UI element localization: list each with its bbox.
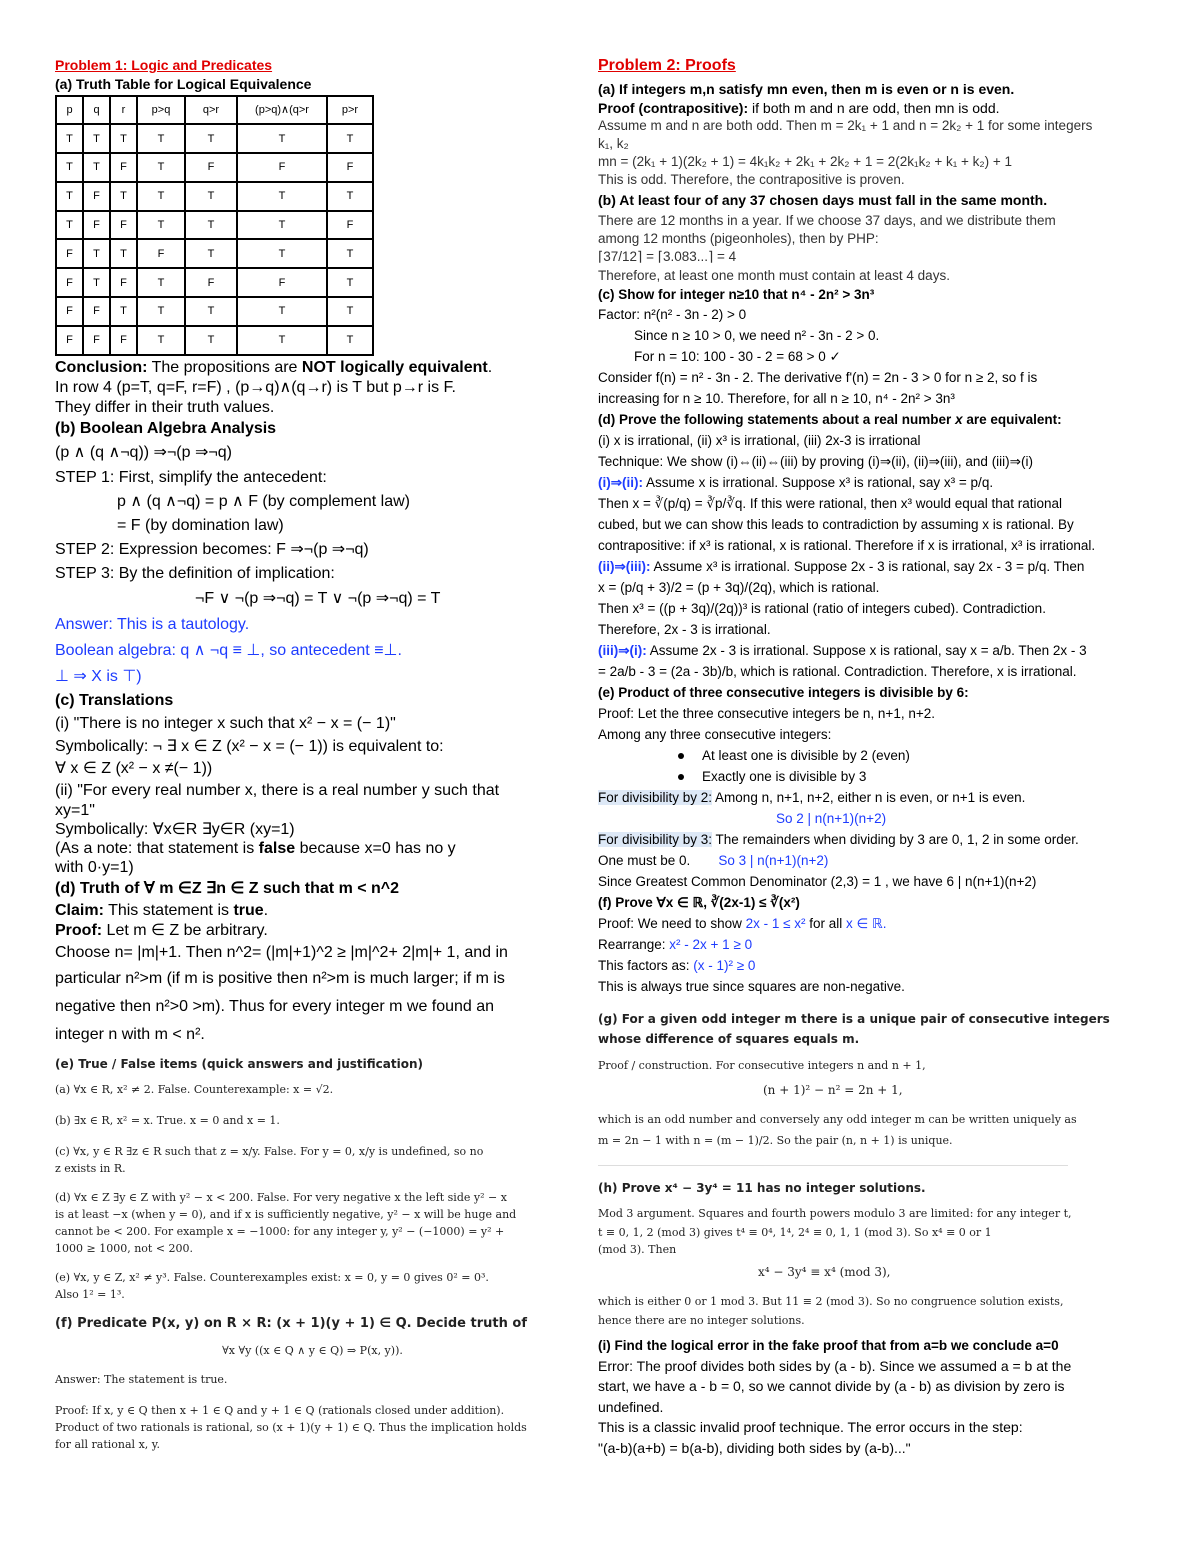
true-false-image-block xyxy=(55,1053,570,1453)
e-d4: 1000 ≥ 1000, not < 200. xyxy=(55,1241,194,1255)
r-d-iii-label: (iii)⇒(i): xyxy=(598,642,647,658)
r-d-title-b: are equivalent: xyxy=(962,411,1062,427)
r-d-l4: Then x = ∛(p/q) = ∛p/∛q. If this were rational, then x³ would equal that rational xyxy=(598,495,1063,511)
r-e-div2-result: So 2 | n(n+1)(n+2) xyxy=(776,810,887,826)
truth-table-cell: F xyxy=(83,326,110,355)
r-d-l5: cubed, but we can show this leads to contradiction by assuming x is rational. By xyxy=(598,516,1074,532)
r-e-l1: Proof: Let the three consecutive integers be n, n+1, n+2. xyxy=(598,705,935,721)
r-i-l1: Error: The proof divides both sides by (a - b). Since we assumed a = b at the xyxy=(598,1357,1072,1374)
truth-table-cell: T xyxy=(237,211,327,240)
truth-table-cell: T xyxy=(185,239,237,268)
translations-title: (c) Translations xyxy=(55,691,174,709)
truth-table-row xyxy=(56,182,373,211)
r-f-l4: This is always true since squares are non-negative. xyxy=(598,978,905,994)
truth-table-cell: T xyxy=(83,124,110,153)
truth-table-cell: T xyxy=(185,182,237,211)
g-l3: m = 2n − 1 with n = (m − 1)/2. So the pair (n, n + 1) is unique. xyxy=(598,1133,953,1147)
truth-table-cell: F xyxy=(327,153,373,182)
truth-table-cell: T xyxy=(185,297,237,326)
r-d-ii-label: (ii)⇒(iii): xyxy=(598,558,651,574)
truth-table-cell: T xyxy=(185,124,237,153)
truth-table-cell: T xyxy=(56,182,83,211)
proof-line xyxy=(55,921,570,941)
truth-table-row xyxy=(56,211,373,240)
symbolically-2: ∀ x ∈ Z (x² − x ≠(− 1)) xyxy=(55,759,213,777)
note-false: false xyxy=(258,839,296,857)
truth-table-cell: F xyxy=(110,211,137,240)
e-a: (a) ∀x ∈ R, x² ≠ 2. False. Counterexample: x = √2. xyxy=(55,1082,334,1096)
truth-table-cell: T xyxy=(56,211,83,240)
proof-text: Let m ∈ Z be arbitrary. xyxy=(102,921,268,939)
r-f-title: (f) Prove ∀x ∈ ℝ, ∛(2x-1) ≤ ∛(x²) xyxy=(598,894,800,910)
truth-table-cell: T xyxy=(137,124,185,153)
right-column xyxy=(598,55,1183,1458)
truth-table-row xyxy=(56,153,373,182)
truth-table-cell: T xyxy=(110,297,137,326)
truth-d-title: (d) Truth of ∀ m ∈Z ∃n ∈ Z such that m < n^2 xyxy=(55,879,400,897)
truth-table-cell: T xyxy=(110,239,137,268)
r-d-l8: x = (p/q + 3)/2 = (p + 3q)/(2q), which is rational. xyxy=(598,579,880,595)
r-a-l4: This is odd. Therefore, the contrapositive is proven. xyxy=(598,171,905,187)
r-d-i-text: Assume x is irrational. Suppose x³ is rational, say x³ = p/q. xyxy=(643,474,994,490)
r-b-l1: There are 12 months in a year. If we choose 37 days, and we distribute them xyxy=(598,212,1056,228)
truth-table-cell: T xyxy=(327,124,373,153)
truth-table-cell: T xyxy=(237,124,327,153)
r-b-title: (b) At least four of any 37 chosen days must fall in the same month. xyxy=(598,191,1048,208)
r-f-l1-a: Proof: We need to show xyxy=(598,915,746,931)
f-proof2: Product of two rationals is rational, so (x + 1)(y + 1) ∈ Q. Thus the implication holds xyxy=(55,1420,527,1434)
truth-table-cell: F xyxy=(185,268,237,297)
r-d-l2: Technique: We show (i)⇔(ii)⇔(iii) by proving (i)⇒(ii), (ii)⇒(iii), and (iii)⇒(i) xyxy=(598,453,1033,469)
truth-table-cell: T xyxy=(327,182,373,211)
r-f-l1-c: for all xyxy=(805,915,847,931)
r-a-proof xyxy=(598,100,1183,117)
r-e-div3-text: The remainders when dividing by 3 are 0, 1, 2 in some order. xyxy=(712,831,1079,847)
r-c-l4: Consider f(n) = n² - 3n - 2. The derivative f'(n) = 2n - 3 > 0 for n ≥ 2, so f is xyxy=(598,369,1038,385)
f-formula: ∀x ∀y ((x ∈ Q ∧ y ∈ Q) ⇒ P(x, y)). xyxy=(222,1343,403,1357)
r-c-l3: For n = 10: 100 - 30 - 2 = 68 > 0 ✓ xyxy=(634,348,841,364)
step1a: p ∧ (q ∧¬q) = p ∧ F (by complement law) xyxy=(117,492,411,510)
truth-table-cell: F xyxy=(83,182,110,211)
truth-table-cell: T xyxy=(237,297,327,326)
truth-table-cell: F xyxy=(137,239,185,268)
truth-table-title: (a) Truth Table for Logical Equivalence xyxy=(55,75,312,92)
translation-i: (i) "There is no integer x such that x² − x = (− 1)" xyxy=(55,714,396,732)
e-d1: (d) ∀x ∈ Z ∃y ∈ Z with y² − x < 200. False. For very negative x the left side y² − x xyxy=(55,1190,507,1204)
truth-table-cell: T xyxy=(237,326,327,355)
e-c2: z exists in R. xyxy=(55,1161,126,1175)
r-c-l5: increasing for n ≥ 10. Therefore, for all n ≥ 10, n⁴ - 2n² > 3n³ xyxy=(598,390,955,406)
truth-table-cell: T xyxy=(83,239,110,268)
r-b-l3: ⌈37/12⌉ = ⌈3.083...⌉ = 4 xyxy=(598,248,737,264)
truth-table-cell: T xyxy=(137,297,185,326)
conclusion-line xyxy=(55,358,570,378)
truth-table-cell: F xyxy=(83,297,110,326)
e-e2: Also 1² = 1³. xyxy=(55,1287,125,1301)
boolean-title: (b) Boolean Algebra Analysis xyxy=(55,419,277,437)
truth-table-header-cell: p>r xyxy=(327,96,373,125)
f-answer: Answer: The statement is true. xyxy=(55,1372,228,1386)
r-c-l2: Since n ≥ 10 > 0, we need n² - 3n - 2 > 0. xyxy=(634,327,880,343)
step2: STEP 2: Expression becomes: F ⇒¬(p ⇒¬q) xyxy=(55,540,369,558)
r-e-div2 xyxy=(598,787,1183,808)
e-d3: cannot be < 200. For example x = −1000: for any integer y, y² − (−1000) = y² + xyxy=(55,1224,505,1238)
truth-table-cell: T xyxy=(83,268,110,297)
r-e-title: (e) Product of three consecutive integers is divisible by 6: xyxy=(598,684,969,700)
truth-table-cell: F xyxy=(237,153,327,182)
r-a-proof-text: if both m and n are odd, then mn is odd. xyxy=(748,99,1000,116)
symbolically-3: Symbolically: ∀x∈R ∃y∈R (xy=1) xyxy=(55,820,295,838)
r-a-title: (a) If integers m,n satisfy mn even, then m is even or n is even. xyxy=(598,81,1015,97)
truth-table-cell: F xyxy=(110,153,137,182)
r-d-iii-text: Assume 2x - 3 is irrational. Suppose x is rational, say x = a/b. Then 2x - 3 xyxy=(646,642,1087,658)
r-e-gcd: Since Greatest Common Denominator (2,3) = 1 , we have 6 | n(n+1)(n+2) xyxy=(598,873,1037,889)
truth-table-cell: F xyxy=(56,268,83,297)
g-h-divider xyxy=(598,1165,1068,1166)
proof-label: Proof: xyxy=(55,921,103,939)
conclusion-text: The propositions are xyxy=(147,358,302,376)
truth-table-cell: T xyxy=(327,297,373,326)
f-head: (f) Predicate P(x, y) on R × R: (x + 1)(y + 1) ∈ Q. Decide truth of xyxy=(55,1315,527,1331)
truth-table-cell: T xyxy=(137,182,185,211)
r-e-div2-label: For divisibility by 2: xyxy=(598,789,713,805)
truth-table-row xyxy=(56,239,373,268)
truth-table-cell: T xyxy=(83,153,110,182)
differ-line: They differ in their truth values. xyxy=(55,398,275,416)
r-e-div3-result: So 3 | n(n+1)(n+2) xyxy=(718,852,829,868)
conclusion-label: Conclusion: xyxy=(55,358,148,376)
r-a-proof-label: Proof (contrapositive): xyxy=(598,99,749,116)
step1: STEP 1: First, simplify the antecedent: xyxy=(55,468,327,486)
r-d-l12: = 2a/b - 3 = (2a - 3b)/b, which is rational. Contradiction. Therefore, x is irrational. xyxy=(598,663,1077,679)
r-i-l3: undefined. xyxy=(598,1398,664,1415)
r-b-l2: among 12 months (pigeonholes), then by PHP: xyxy=(598,230,879,246)
h-l3: (mod 3). Then xyxy=(598,1242,677,1256)
truth-table-header-cell: p>q xyxy=(137,96,185,125)
r-d-l9: Then x³ = ((p + 3q)/(2q))³ is rational (ratio of integers cubed). Contradiction. xyxy=(598,600,1046,616)
g-head2: whose difference of squares equals m. xyxy=(598,1031,860,1046)
claim-label: Claim: xyxy=(55,901,104,919)
r-e-div3-label: For divisibility by 3: xyxy=(598,831,713,847)
r-e-bullet-2: Exactly one is divisible by 3 xyxy=(598,766,1183,787)
r-f-l2-b: x² - 2x + 1 ≥ 0 xyxy=(669,936,753,952)
truth-table-cell: T xyxy=(237,239,327,268)
r-d-iii xyxy=(598,640,1183,661)
r-a-l2: k₁, k₂ xyxy=(598,135,629,151)
problem1-title: Problem 1: Logic and Predicates xyxy=(55,57,273,73)
truth-table-cell: F xyxy=(83,211,110,240)
r-a-l3: mn = (2k₁ + 1)(2k₂ + 1) = 4k₁k₂ + 2k₁ + 2k₂ + 1 = 2(2k₁k₂ + k₁ + k₂) + 1 xyxy=(598,153,1013,169)
truth-table-cell: T xyxy=(327,239,373,268)
r-d-i xyxy=(598,472,1183,493)
r-i-l5: "(a-b)(a+b) = b(a-b), dividing both sides by (a-b)..." xyxy=(598,1439,911,1456)
r-i-title: (i) Find the logical error in the fake proof that from a=b we conclude a=0 xyxy=(598,1337,1059,1353)
truth-table-cell: T xyxy=(185,211,237,240)
r-i-l4: This is a classic invalid proof technique. The error occurs in the step: xyxy=(598,1419,1023,1435)
f-proof3: for all rational x, y. xyxy=(55,1437,161,1451)
truth-table-row xyxy=(56,268,373,297)
note-c: because x=0 has no y xyxy=(295,839,456,857)
r-a-l1: Assume m and n are both odd. Then m = 2k₁ + 1 and n = 2k₂ + 1 for some integers xyxy=(598,117,1093,133)
truth-table-cell: T xyxy=(110,182,137,211)
claim-text: This statement is xyxy=(103,901,234,919)
h-head: (h) Prove x⁴ − 3y⁴ = 11 has no integer solutions. xyxy=(598,1180,926,1195)
truth-table-cell: T xyxy=(137,153,185,182)
truth-table-cell: F xyxy=(56,239,83,268)
r-d-ii-text: Assume x³ is irrational. Suppose 2x - 3 is rational, say 2x - 3 = p/q. Then xyxy=(650,558,1085,574)
truth-table-row xyxy=(56,124,373,153)
truth-table-header-cell: r xyxy=(110,96,137,125)
truth-table-header-cell: q>r xyxy=(185,96,237,125)
step3a: ¬F ∨ ¬(p ⇒¬q) = T ∨ ¬(p ⇒¬q) = T xyxy=(195,589,441,607)
truth-table-header-cell: p xyxy=(56,96,83,125)
r-e-div3-line xyxy=(598,850,1183,871)
truth-table-cell: T xyxy=(327,268,373,297)
g-formula: (n + 1)² − n² = 2n + 1, xyxy=(763,1082,903,1097)
row4-line: In row 4 (p=T, q=F, r=F) , (p→q)∧(q→r) is T but p→r is F. xyxy=(55,378,456,396)
truth-table-header-row xyxy=(56,96,373,125)
r-d-title-a: (d) Prove the following statements about a real number xyxy=(598,411,956,427)
bottom-implication-line: ⊥ ⇒ X is ⊤) xyxy=(55,667,142,685)
d-proof-3: negative then n²>0 >m). Thus for every integer m we found an xyxy=(55,997,495,1015)
d-proof-2: particular n²>m (if m is positive then n²>m is much larger; if m is xyxy=(55,969,505,987)
r-d-l10: Therefore, 2x - 3 is irrational. xyxy=(598,621,771,637)
claim-bold: true xyxy=(233,901,264,919)
g-h-image-block xyxy=(598,1009,1183,1329)
truth-table-cell: T xyxy=(327,326,373,355)
r-b-l4: Therefore, at least one month must contain at least 4 days. xyxy=(598,267,950,283)
translation-ii-1: (ii) "For every real number x, there is a real number y such that xyxy=(55,781,500,799)
truth-table-cell: F xyxy=(185,153,237,182)
d-proof-4: integer n with m < n². xyxy=(55,1025,205,1043)
e-c1: (c) ∀x, y ∈ R ∃z ∈ R such that z = x/y. False. For y = 0, x/y is undefined, so no xyxy=(55,1144,484,1158)
truth-table-cell: T xyxy=(237,182,327,211)
h-l1: Mod 3 argument. Squares and fourth powers modulo 3 are limited: for any integer t, xyxy=(598,1206,1072,1220)
truth-table-row xyxy=(56,326,373,355)
note-line-1 xyxy=(55,839,570,858)
r-f-l3-b: (x - 1)² ≥ 0 xyxy=(693,957,756,973)
boolean-algebra-line: Boolean algebra: q ∧ ¬q ≡ ⊥, so antecedent ≡⊥. xyxy=(55,641,402,659)
claim-line xyxy=(55,900,570,921)
conclusion-end: . xyxy=(487,358,493,376)
r-c-l1: Factor: n²(n² - 3n - 2) > 0 xyxy=(598,306,747,322)
h-l5: hence there are no integer solutions. xyxy=(598,1313,805,1327)
h-l2: t ≡ 0, 1, 2 (mod 3) gives t⁴ ≡ 0⁴, 1⁴, 2⁴ ≡ 0, 1, 1 (mod 3). So x⁴ ≡ 0 or 1 xyxy=(598,1225,992,1239)
r-f-l1-d: x ∈ ℝ. xyxy=(846,915,887,931)
r-d-ii xyxy=(598,556,1183,577)
truth-table-header-cell: q xyxy=(83,96,110,125)
e-d2: is at least −x (when y = 0), and if x is sufficiently negative, y² − x will be huge and xyxy=(55,1207,517,1221)
step1b: = F (by domination law) xyxy=(117,516,284,534)
r-e-bullet-1: At least one is divisible by 2 (even) xyxy=(598,745,1183,766)
e-b: (b) ∃x ∈ R, x² = x. True. x = 0 and x = 1. xyxy=(55,1113,280,1127)
r-f-l2-a: Rearrange: xyxy=(598,936,670,952)
truth-table-cell: F xyxy=(110,268,137,297)
r-f-l3 xyxy=(598,955,1183,976)
note-a: (As a note: that statement is xyxy=(55,839,259,857)
h-l4: which is either 0 or 1 mod 3. But 11 ≡ 2 (mod 3). So no congruence solution exists, xyxy=(598,1294,1064,1308)
truth-table-header-cell: (p>q)∧(q>r xyxy=(237,96,327,125)
r-f-l3-a: This factors as: xyxy=(598,957,694,973)
truth-table-cell: T xyxy=(56,153,83,182)
answer-line: Answer: This is a tautology. xyxy=(55,615,250,633)
claim-end: . xyxy=(263,901,269,919)
truth-table-cell: T xyxy=(137,268,185,297)
r-d-i-label: (i)⇒(ii): xyxy=(598,474,644,490)
translation-ii-2: xy=1" xyxy=(55,801,95,819)
problem2-title: Problem 2: Proofs xyxy=(598,57,736,74)
step3: STEP 3: By the definition of implication: xyxy=(55,564,335,582)
r-e-div3-a: One must be 0. xyxy=(598,852,691,868)
g-l2: which is an odd number and conversely any odd integer m can be written uniquely as xyxy=(598,1112,1077,1126)
r-d-title xyxy=(598,409,1183,430)
truth-table-cell: T xyxy=(137,326,185,355)
boolean-expression: (p ∧ (q ∧¬q)) ⇒¬(p ⇒¬q) xyxy=(55,443,232,461)
e-e1: (e) ∀x, y ∈ Z, x² ≠ y³. False. Counterexamples exist: x = 0, y = 0 gives 0² = 0³. xyxy=(55,1270,489,1284)
r-e-l2: Among any three consecutive integers: xyxy=(598,726,832,742)
e-head: (e) True / False items (quick answers and justification) xyxy=(55,1056,423,1071)
r-c-title: (c) Show for integer n≥10 that n⁴ - 2n² > 3n³ xyxy=(598,286,875,302)
r-i-l2: start, we have a - b = 0, so we cannot divide by (a - b) as division by zero is xyxy=(598,1378,1065,1394)
r-d-l1: (i) x is irrational, (ii) x³ is irrational, (iii) 2x-3 is irrational xyxy=(598,432,921,448)
r-d-title-x: x xyxy=(955,411,963,427)
r-d-l6: contrapositive: if x³ is rational, x is rational. Therefore if x is irrational, x³ is irrational. xyxy=(598,537,1096,553)
r-f-l2 xyxy=(598,934,1183,955)
r-e-div3 xyxy=(598,829,1183,850)
truth-table xyxy=(55,95,374,356)
truth-table-cell: F xyxy=(110,326,137,355)
truth-table-cell: T xyxy=(56,124,83,153)
r-e-div2-text: Among n, n+1, n+2, either n is even, or n+1 is even. xyxy=(712,789,1026,805)
r-f-l1 xyxy=(598,913,1183,934)
g-head1: (g) For a given odd integer m there is a unique pair of consecutive integers xyxy=(598,1011,1110,1026)
truth-table-cell: F xyxy=(327,211,373,240)
symbolically-1: Symbolically: ¬ ∃ x ∈ Z (x² − x = (− 1)) is equivalent to: xyxy=(55,737,444,755)
truth-table-cell: T xyxy=(185,326,237,355)
note-line-2: with 0·y=1) xyxy=(55,858,134,876)
conclusion-bold: NOT logically equivalent xyxy=(301,358,488,376)
truth-table-cell: F xyxy=(56,326,83,355)
left-column xyxy=(55,55,570,1453)
f-proof1: Proof: If x, y ∈ Q then x + 1 ∈ Q and y + 1 ∈ Q (rationals closed under addition). xyxy=(55,1403,505,1417)
r-f-l1-b: 2x - 1 ≤ x² xyxy=(745,915,806,931)
g-l1: Proof / construction. For consecutive integers n and n + 1, xyxy=(598,1058,926,1072)
truth-table-row xyxy=(56,297,373,326)
truth-table-cell: T xyxy=(110,124,137,153)
d-proof-1: Choose n= |m|+1. Then n^2= (|m|+1)^2 ≥ |m|^2+ 2|m|+ 1, and in xyxy=(55,943,508,961)
truth-table-cell: T xyxy=(137,211,185,240)
h-formula: x⁴ − 3y⁴ ≡ x⁴ (mod 3), xyxy=(758,1264,891,1279)
truth-table-cell: F xyxy=(237,268,327,297)
truth-table-cell: F xyxy=(56,297,83,326)
